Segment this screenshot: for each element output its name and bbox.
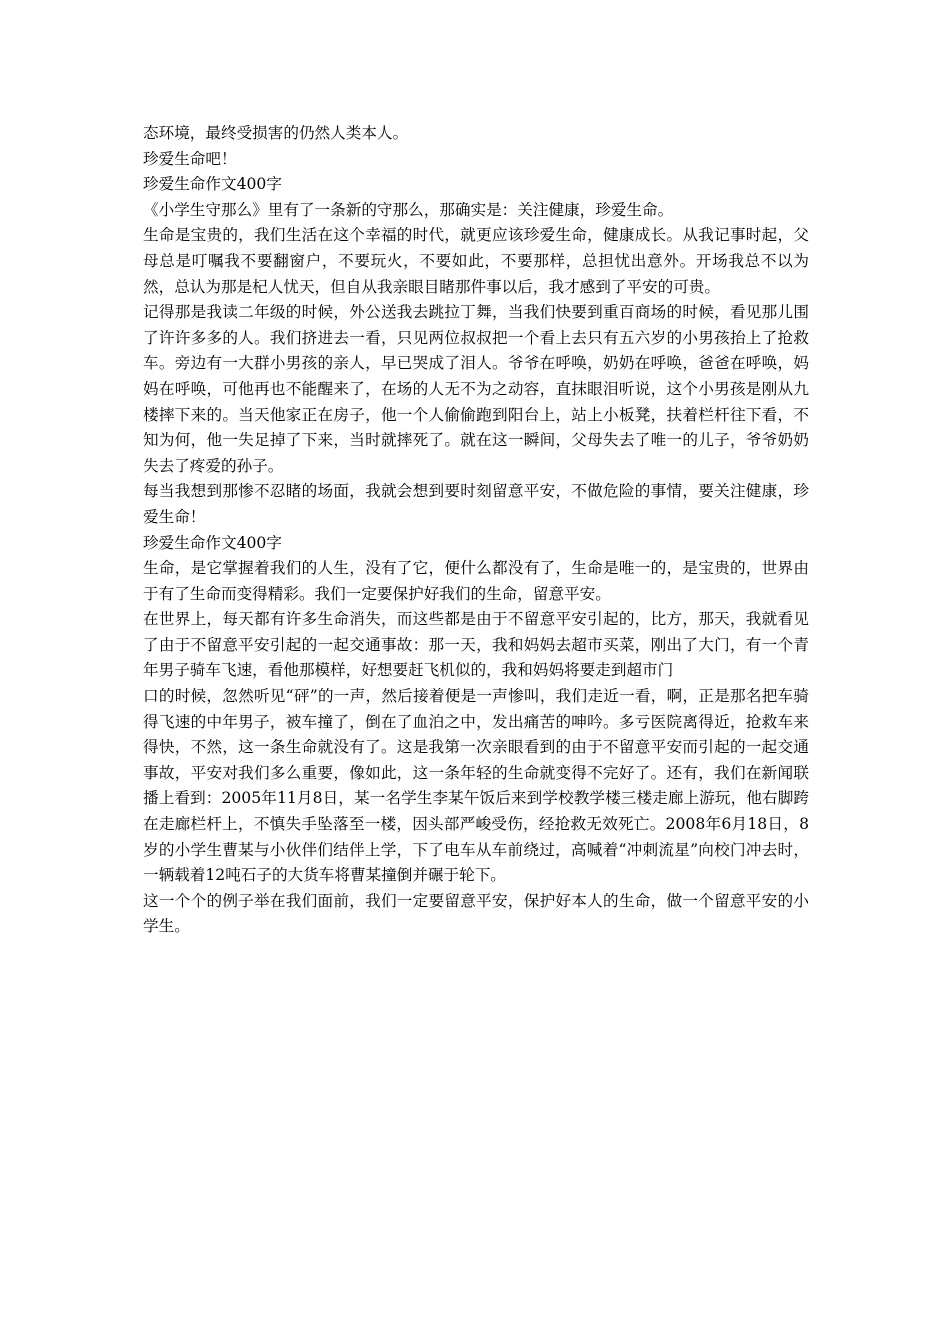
paragraph-continuation: 态环境，最终受损害的仍然人类本人。 bbox=[143, 124, 409, 142]
paragraph: 《小学生守那么》里有了一条新的守那么，那确实是：关注健康，珍爱生命。 bbox=[143, 200, 674, 219]
paragraph: 口的时候，忽然听见“砰”的一声，然后接着便是一声惨叫，我们走近一看，啊，正是那名把车骑得飞速的中年男子，被车撞了，倒在了血泊之中，发出痛苦的呻吟。多亏医院离得近，抢救车来得快，不然，这一条生命就没有了。这是我第一次亲眼看到的由于不留意平安而引起的一起交通事故，平安对我们多么重要，像如此，这一条年轻的生命就变得不完好了。还有，我们在新闻联播上看到：2005年11月8日，某一名学生李某午饭后来到学校教学楼三楼走廊上游玩，他右脚跨在走廊栏杆上，不慎失手坠落至一楼，因头部严峻受伤，经抢救无效死亡。2008年6月18日，8岁的小学生曹某与小伙伴们结伴上学，下了电车从车前绕过，高喊着“冲刺流星”向校门冲去时，一辆载着12吨石子的大货车将曹某撞倒并碾于轮下。 bbox=[143, 687, 809, 885]
essay-title-2: 珍爱生命作文400字 bbox=[143, 533, 282, 552]
paragraph: 生命是宝贵的，我们生活在这个幸福的时代，就更应该珍爱生命，健康成长。从我记事时起，父母总是叮嘱我不要翻窗户，不要玩火，不要如此，不要那样，总担忧出意外。开场我总不以为然，总认为那是杞人忧天，但自从我亲眼目睹那件事以后，我才感到了平安的可贵。 bbox=[143, 226, 809, 296]
paragraph: 这一个个的例子举在我们面前，我们一定要留意平安，保护好本人的生命，做一个留意平安的小学生。 bbox=[143, 891, 809, 936]
paragraph: 在世界上，每天都有许多生命消失，而这些都是由于不留意平安引起的，比方，那天，我就看见了由于不留意平安引起的一起交通事故：那一天，我和妈妈去超市买菜，刚出了大门，有一个青年男子骑车飞速，看他那模样，好想要赶飞机似的，我和妈妈将要走到超市门 bbox=[143, 610, 809, 680]
paragraph: 每当我想到那惨不忍睹的场面，我就会想到要时刻留意平安，不做危险的事情，要关注健康，珍爱生命！ bbox=[143, 482, 809, 526]
paragraph: 生命，是它掌握着我们的人生，没有了它，便什么都没有了，生命是唯一的，是宝贵的，世界由于有了生命而变得精彩。我们一定要保护好我们的生命，留意平安。 bbox=[143, 559, 809, 603]
essay-title-1: 珍爱生命作文400字 bbox=[143, 175, 282, 194]
paragraph-exclamation: 珍爱生命吧！ bbox=[143, 149, 237, 168]
document-body bbox=[143, 121, 809, 940]
paragraph: 记得那是我读二年级的时候，外公送我去跳拉丁舞，当我们快要到重百商场的时候，看见那儿围了许许多多的人。我们挤进去一看，只见两位叔叔把一个看上去只有五六岁的小男孩抬上了抢救车。旁边有一大群小男孩的亲人，早已哭成了泪人。爷爷在呼唤，奶奶在呼唤，爸爸在呼唤，妈妈在呼唤，可他再也不能醒来了，在场的人无不为之动容，直抹眼泪听说，这个小男孩是刚从九楼摔下来的。当天他家正在房子，他一个人偷偷跑到阳台上，站上小板凳，扶着栏杆往下看，不知为何，他一失足掉了下来，当时就摔死了。就在这一瞬间，父母失去了唯一的儿子，爷爷奶奶失去了疼爱的孙子。 bbox=[143, 303, 809, 475]
